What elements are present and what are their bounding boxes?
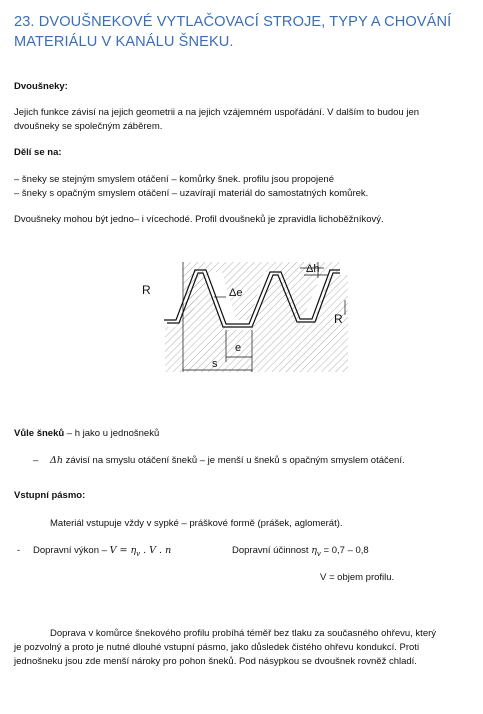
label-dh: Δh — [306, 263, 320, 275]
final-para-line2: je pozvolný a proto je nutné dlouhé vstupní pásmo, jako důsledek čistého ohřevu kondukcí. Proti — [14, 642, 420, 653]
output-formula-sub: v — [136, 549, 141, 558]
feed-dash: - — [17, 545, 21, 556]
final-para-line1: Doprava v komůrce šnekového profilu probíhá téměř bez tlaku za současného ohřevu, který — [50, 628, 437, 639]
feed-para: Materiál vstupuje vždy v sypké – práškové formě (prášek, aglomerát). — [50, 518, 343, 529]
label-s: s — [212, 358, 218, 370]
twin-screws-para-line1: Jejich funkce závisí na jejich geometrii a na jejich vzájemném uspořádání. V dalším to budou jen — [14, 107, 420, 118]
twin-screws-heading: Dvoušneky: — [14, 81, 68, 92]
label-e: e — [235, 342, 242, 354]
clearance-heading: Vůle šneků — [14, 428, 65, 439]
output-label: Dopravní výkon – — [33, 545, 110, 556]
page-title: 23. DVOUŠNEKOVÉ VYTLAČOVACÍ STROJE, TYPY A CHOVÁNÍ MATERIÁLU V KANÁLU ŠNEKU. — [14, 14, 452, 50]
label-de: Δe — [229, 287, 243, 299]
efficiency-label: Dopravní účinnost — [232, 545, 312, 556]
label-R-left: R — [142, 283, 151, 297]
feed-output — [33, 544, 171, 561]
volume-note: V = objem profilu. — [320, 572, 395, 583]
division-item-1: – šneky se stejným smyslem otáčení – komůrky šnek. profilu jsou propojené — [14, 174, 334, 185]
clearance-line — [14, 427, 159, 441]
clearance-heading-rest: – h jako u jednošneků — [64, 428, 160, 439]
output-formula: V = η — [109, 545, 137, 556]
clearance-item-text: závisí na smyslu otáčení šneků – je menší u šneků s opačným smyslem otáčení. — [62, 455, 405, 466]
efficiency-value: = 0,7 – 0,8 — [320, 545, 369, 556]
feed-efficiency — [232, 544, 369, 561]
delta-h-symbol: Δh — [50, 455, 63, 466]
division-para: Dvoušneky mohou být jedno– i vícechodé. Profil dvoušneků je zpravidla lichoběžníkový. — [14, 214, 384, 225]
feed-heading: Vstupní pásmo: — [14, 490, 86, 501]
efficiency-sub: v — [316, 549, 321, 558]
division-item-2: – šneky s opačným smyslem otáčení – uzavírají materiál do samostatných komůrek. — [14, 188, 369, 199]
output-formula-rest: . V . n — [140, 545, 172, 556]
division-heading: Dělí se na: — [14, 147, 62, 158]
final-para-line3: jednošneku jsou zde menší nároky pro pohon šneků. Pod násypkou se dvoušnek rovněž chladí. — [14, 656, 417, 667]
clearance-item — [50, 454, 405, 468]
clearance-bullet: – — [33, 455, 39, 466]
efficiency-symbol: η — [311, 545, 317, 556]
label-R-right: R — [334, 312, 343, 326]
twin-screws-para-line2: dvoušneky se společným záběrem. — [14, 121, 163, 132]
